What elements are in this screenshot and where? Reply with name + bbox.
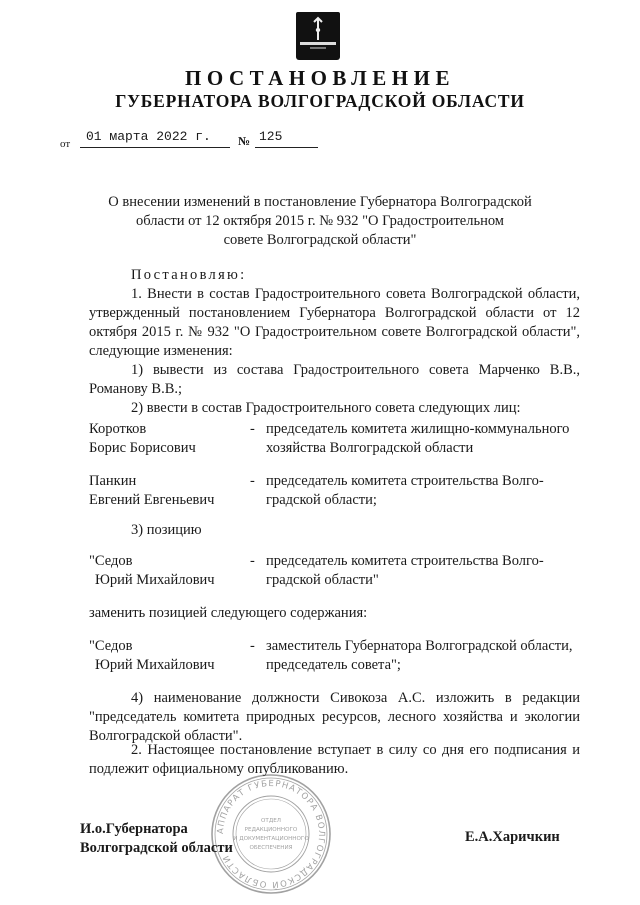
paragraph-1-2: 2) ввести в состав Градостроительного совета следующих лиц:	[131, 400, 521, 416]
document-number: 125	[259, 129, 283, 144]
coat-of-arms-icon	[296, 12, 340, 60]
paragraph-1-4: 4) наименование должности Сивокоза А.С. изложить в редакции "председатель комитета природных ресурсов, лесного хозяйства и экологии Волгоградской области".	[89, 690, 580, 744]
seal-center-line: РЕДАКЦИОННОГО	[244, 827, 298, 833]
subject-line: совете Волгоградской области"	[223, 232, 417, 248]
resolve-word: Постановляю:	[131, 267, 247, 283]
person-role: председатель комитета строительства Волго- градской области"	[266, 553, 544, 588]
paragraph-1-1: 1) вывести из состава Градостроительного совета Марченко В.В., Романову В.В.;	[89, 362, 580, 397]
replace-text: заменить позицией следующего содержания:	[89, 605, 368, 621]
paragraph-1-3: 3) позицию	[131, 522, 202, 538]
person-dash: -	[250, 473, 255, 489]
document-subtitle: ГУБЕРНАТОРА ВОЛГОГРАДСКОЙ ОБЛАСТИ	[115, 91, 525, 111]
signatory-position: И.о.Губернатора Волгоградской области	[80, 821, 233, 856]
person-dash: -	[250, 553, 255, 569]
person-role: председатель комитета жилищно-коммунального хозяйства Волгоградской области	[266, 421, 570, 456]
subject-line: области от 12 октября 2015 г. № 932 "О Градостроительном	[135, 213, 504, 229]
person-role: заместитель Губернатора Волгоградской области, председатель совета";	[266, 638, 573, 673]
person-dash: -	[250, 421, 255, 437]
number-prefix: №	[238, 134, 251, 148]
paragraph-1: 1. Внести в состав Градостроительного совета Волгоградской области, утвержденный постановлением Губернатора Волгоградской области от 12 октября 2015 г. № 932 "О Градостроительном совете Волгоградской области", следующие изменения:	[89, 286, 580, 359]
person-name: Коротков Борис Борисович	[89, 421, 196, 456]
signatory-name: Е.А.Харичкин	[465, 829, 560, 845]
person-name: Панкин Евгений Евгеньевич	[89, 473, 215, 508]
seal-center-line: ОТДЕЛ	[261, 818, 281, 824]
seal-ring-text: АППАРАТ ГУБЕРНАТОРА ВОЛГОГРАДСКОЙ ОБЛАСТИ	[215, 778, 327, 890]
document-title: ПОСТАНОВЛЕНИЕ	[185, 66, 455, 90]
person-role: председатель комитета строительства Волго- градской области;	[266, 473, 544, 508]
document-date: 01 марта 2022 г.	[86, 129, 211, 144]
person-name: "Седов Юрий Михайлович	[89, 638, 215, 673]
date-prefix: от	[60, 138, 71, 150]
seal-center-line: ОБЕСПЕЧЕНИЯ	[249, 845, 293, 851]
document-subject	[80, 193, 560, 250]
subject-line: О внесении изменений в постановление Губернатора Волгоградской	[108, 194, 532, 210]
seal-center-line: И ДОКУМЕНТАЦИОННОГО	[233, 836, 309, 842]
person-dash: -	[250, 638, 255, 654]
person-name: "Седов Юрий Михайлович	[89, 553, 215, 588]
paragraph-2: 2. Настоящее постановление вступает в силу со дня его подписания и подлежит официальному опубликованию.	[89, 742, 580, 777]
